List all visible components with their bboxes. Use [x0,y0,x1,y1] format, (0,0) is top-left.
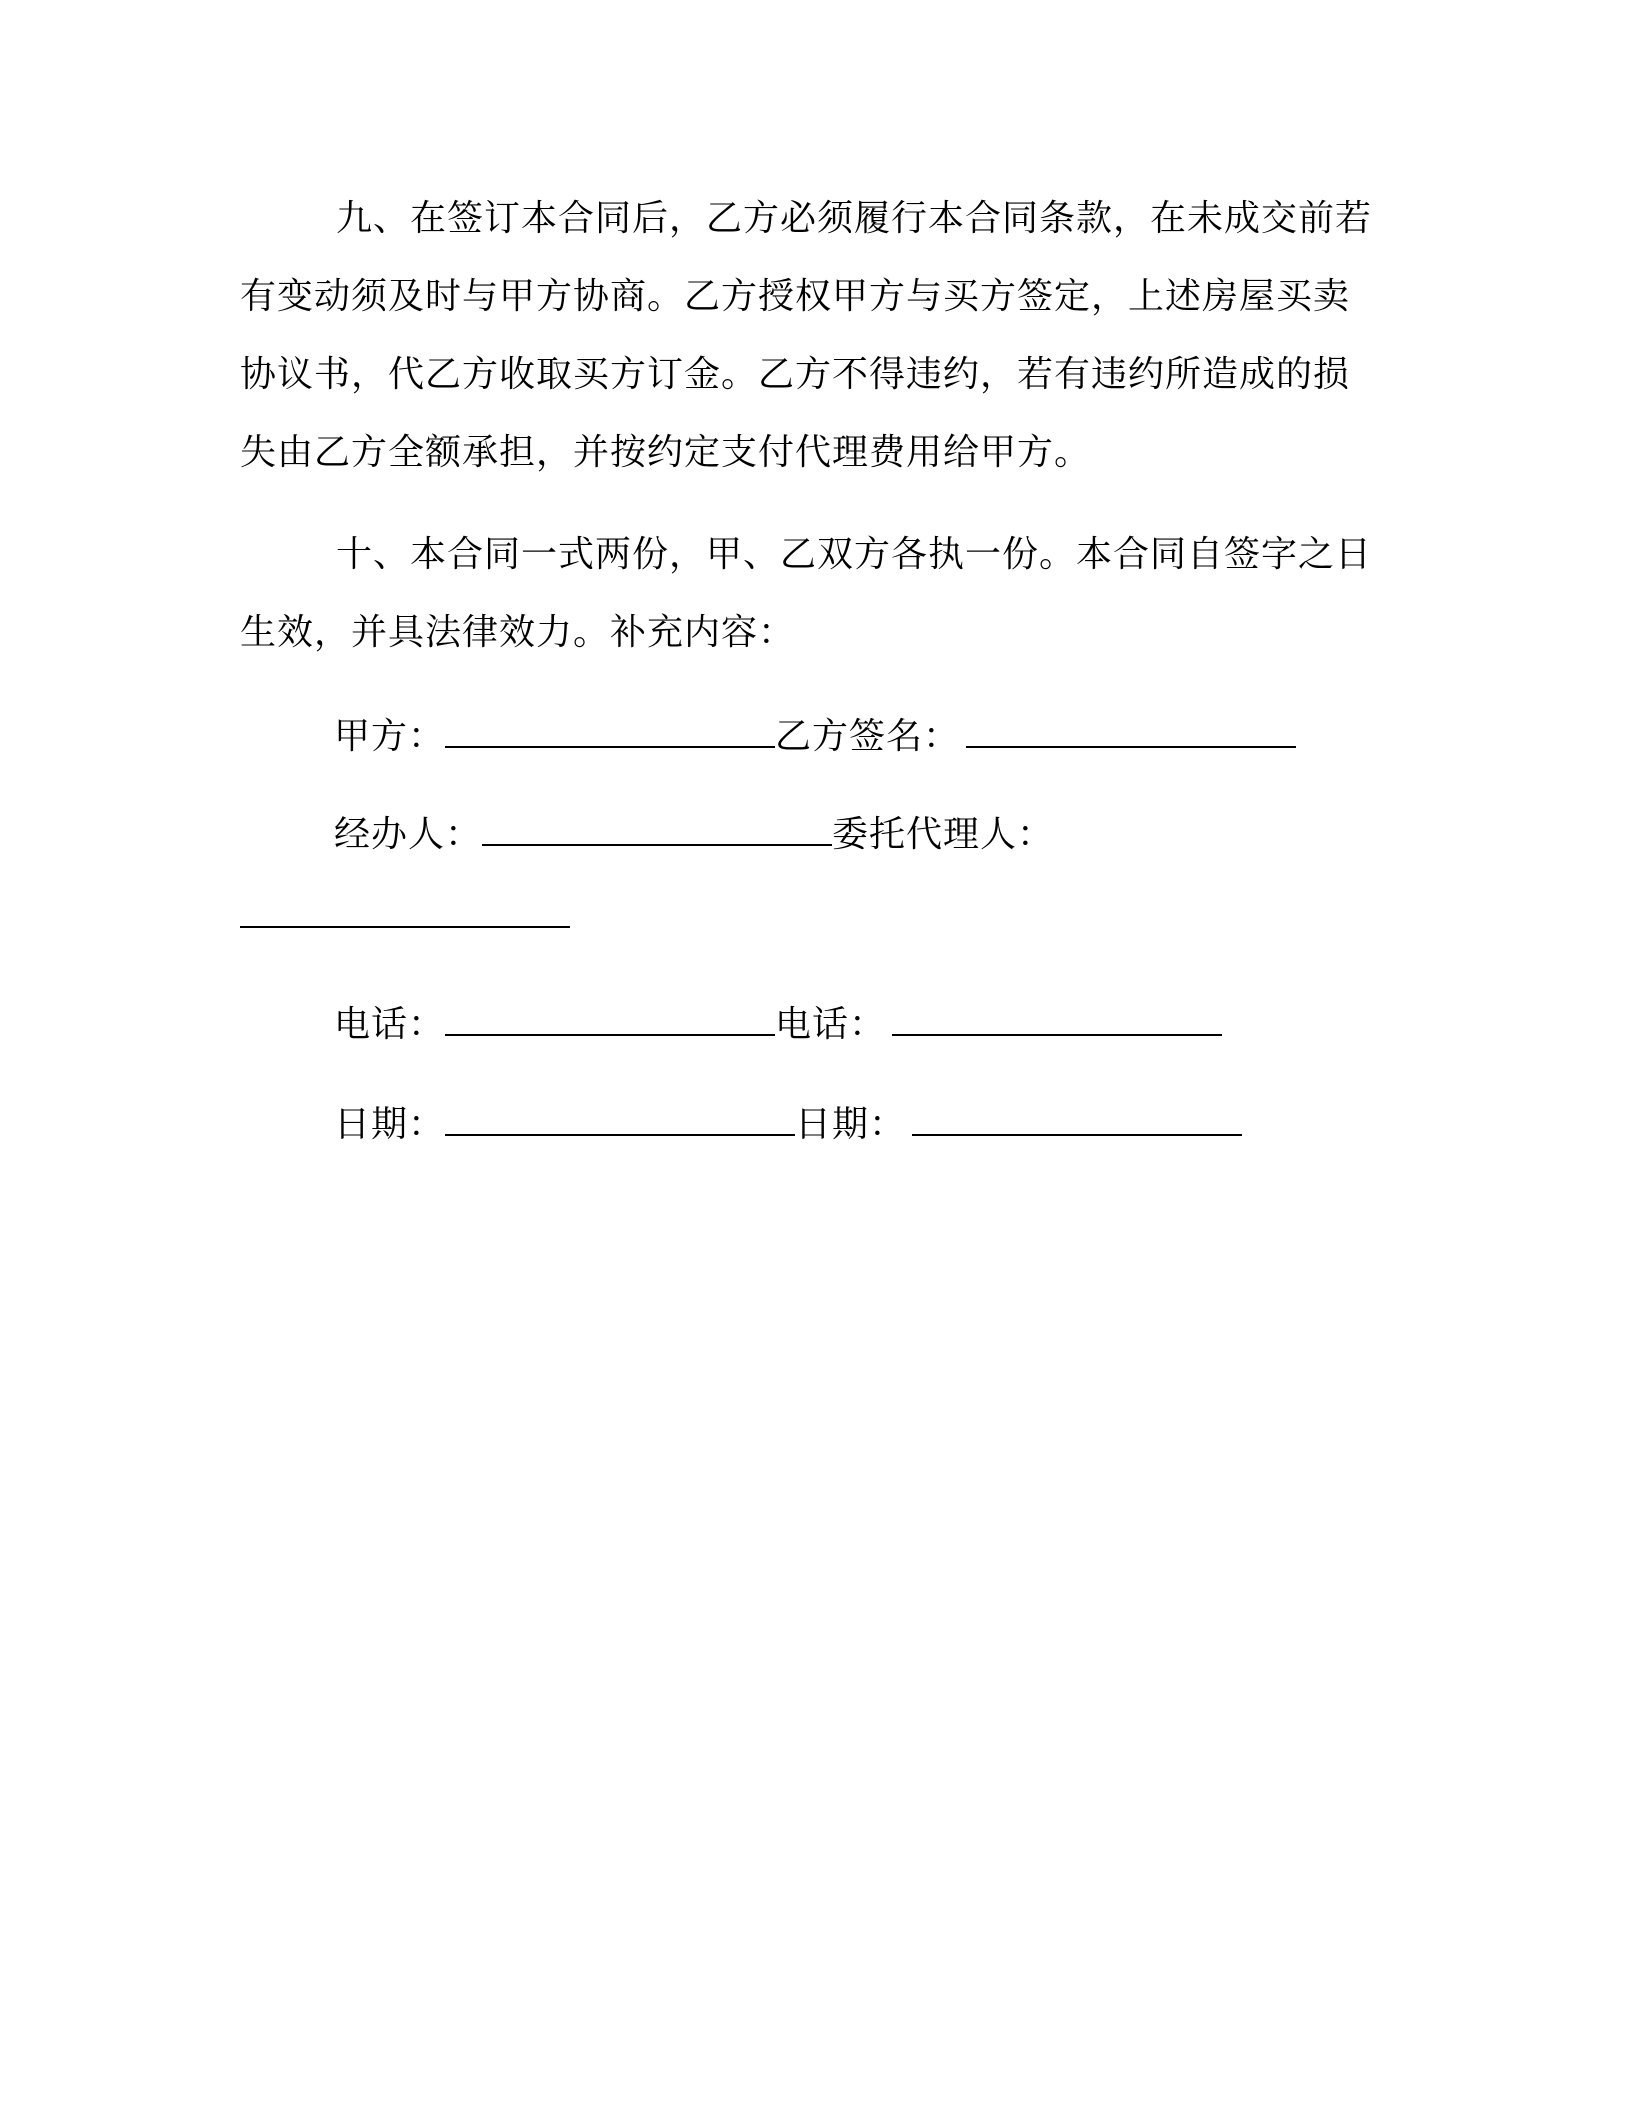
phone-a-label: 电话： [334,1004,446,1045]
handler-line [334,810,1054,859]
phone-a-blank [445,1000,775,1036]
date-b-label: 日期： [795,1104,907,1145]
date-b-blank [912,1100,1242,1136]
party-b-sign-label: 乙方签名： [775,716,961,757]
handler-blank [482,810,832,846]
phone-b-blank [892,1000,1222,1036]
phone-line [334,1000,1222,1049]
agent-blank-line [240,892,570,941]
agent-label: 委托代理人： [832,814,1055,855]
agent-blank [240,892,570,928]
clause-9-paragraph: 九、在签订本合同后，乙方必须履行本合同条款，在未成交前若有变动须及时与甲方协商。乙方授权甲方与买方签定，上述房屋买卖协议书，代乙方收取买方订金。乙方不得违约，若有违约所造成的损失由乙方全额承担，并按约定支付代理费用给甲方。 [240,198,1373,473]
date-line [334,1100,1242,1149]
clause-10-paragraph: 十、本合同一式两份，甲、乙双方各执一份。本合同自签字之日生效，并具法律效力。补充内容： [240,534,1373,653]
party-b-sign-blank [966,712,1296,748]
phone-b-label: 电话： [775,1004,887,1045]
date-a-blank [445,1100,795,1136]
handler-label: 经办人： [334,814,483,855]
party-a-line [334,712,1296,761]
party-a-label: 甲方： [334,716,446,757]
party-a-blank [445,712,775,748]
date-a-label: 日期： [334,1104,446,1145]
